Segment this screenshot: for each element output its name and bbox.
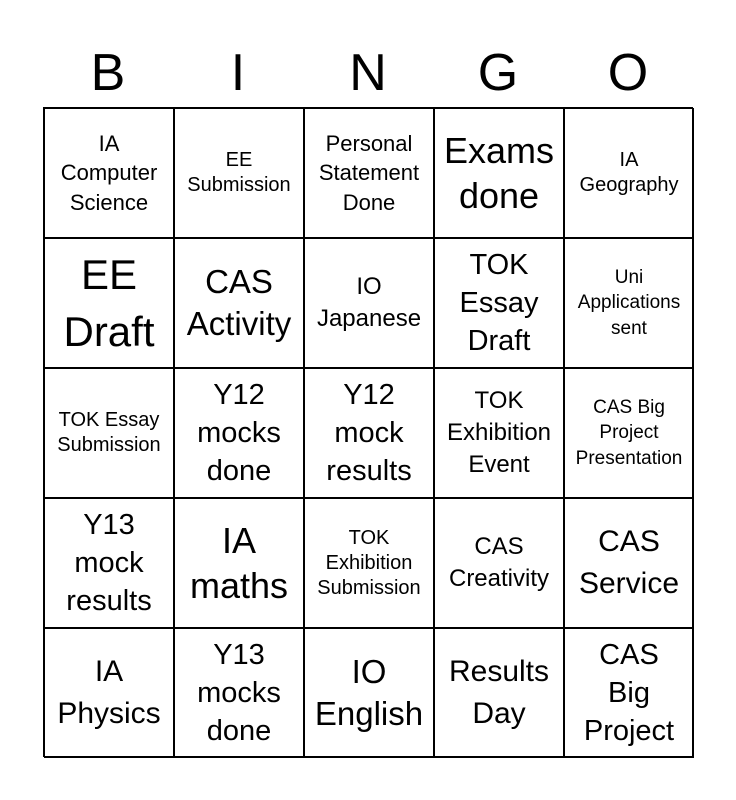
bingo-cell[interactable]: CAS Service xyxy=(564,498,694,628)
bingo-cell[interactable]: IA Computer Science xyxy=(44,108,174,238)
bingo-cell[interactable]: EE Submission xyxy=(174,108,304,238)
header-letter-o: O xyxy=(607,44,649,102)
bingo-cell[interactable]: Y12 mocks done xyxy=(174,368,304,498)
bingo-cell[interactable]: CAS Creativity xyxy=(434,498,564,628)
bingo-cell[interactable]: Personal Statement Done xyxy=(304,108,434,238)
bingo-cell[interactable]: TOK Essay Draft xyxy=(434,238,564,368)
bingo-cell[interactable]: IO Japanese xyxy=(304,238,434,368)
bingo-cell[interactable]: IA Geography xyxy=(564,108,694,238)
bingo-board xyxy=(43,107,693,757)
bingo-cell[interactable]: Y12 mock results xyxy=(304,368,434,498)
bingo-cell[interactable]: Uni Applications sent xyxy=(564,238,694,368)
bingo-header xyxy=(43,38,693,108)
bingo-cell[interactable]: TOK Exhibition Submission xyxy=(304,498,434,628)
bingo-cell[interactable]: CAS Big Project xyxy=(564,628,694,758)
bingo-cell[interactable]: Y13 mocks done xyxy=(174,628,304,758)
header-letter-g: G xyxy=(477,44,519,102)
bingo-cell[interactable]: EE Draft xyxy=(44,238,174,368)
bingo-cell[interactable]: IA maths xyxy=(174,498,304,628)
bingo-cell[interactable]: CAS Big Project Presentation xyxy=(564,368,694,498)
bingo-cell[interactable]: Y13 mock results xyxy=(44,498,174,628)
header-letter-n: N xyxy=(349,44,387,102)
bingo-cell[interactable]: IO English xyxy=(304,628,434,758)
bingo-cell[interactable]: IA Physics xyxy=(44,628,174,758)
bingo-cell[interactable]: CAS Activity xyxy=(174,238,304,368)
bingo-cell[interactable]: TOK Exhibition Event xyxy=(434,368,564,498)
header-letter-b: B xyxy=(90,44,126,102)
bingo-cell[interactable]: Exams done xyxy=(434,108,564,238)
bingo-cell[interactable]: Results Day xyxy=(434,628,564,758)
header-letter-i: I xyxy=(230,44,246,102)
bingo-cell[interactable]: TOK Essay Submission xyxy=(44,368,174,498)
